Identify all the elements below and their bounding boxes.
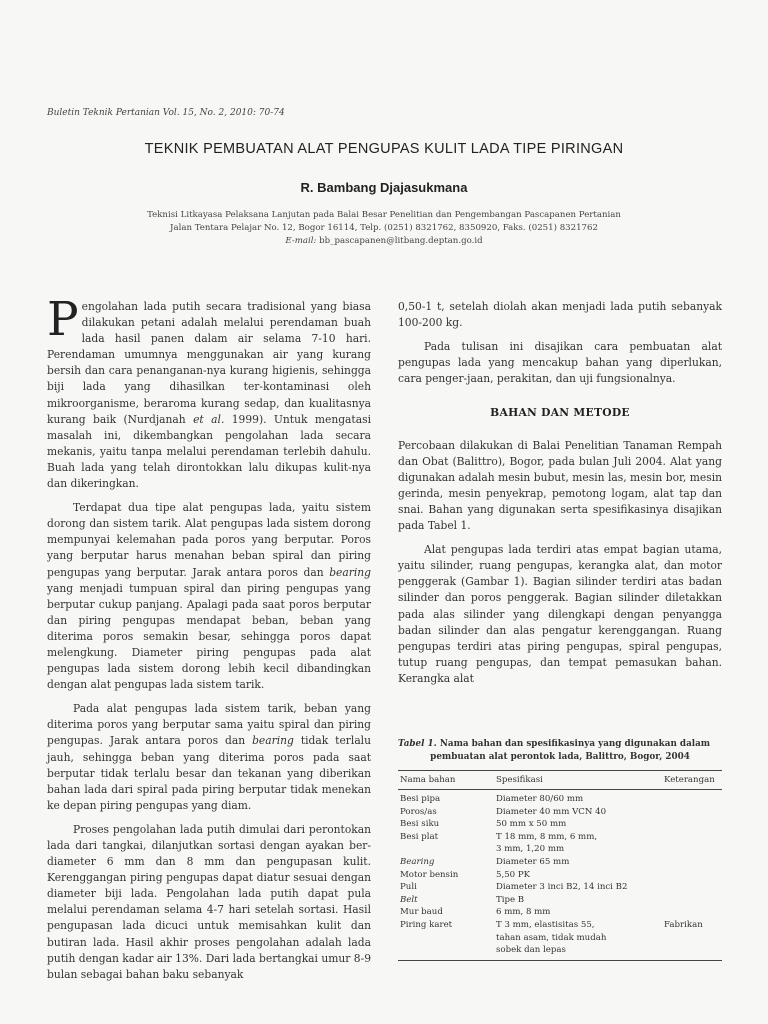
paper-title: TEKNIK PEMBUATAN ALAT PENGUPAS KULIT LADA TIPE PIRINGAN	[144, 141, 624, 157]
column-header: Spesifikasi	[494, 771, 662, 790]
cell-material	[398, 932, 494, 945]
column-header: Nama bahan	[398, 771, 494, 790]
cell-material: Belt	[400, 894, 418, 905]
cell-note	[662, 831, 722, 844]
table-row	[398, 831, 722, 844]
cell-specification: 50 mm x 50 mm	[496, 819, 567, 830]
right-column	[398, 299, 722, 695]
affiliation-line: Teknisi Litkayasa Pelaksana Lanjutan pada Balai Besar Penelitian dan Pengembangan Pascapanen Pertanian	[147, 210, 621, 220]
cell-specification: sobek dan lepas	[494, 944, 662, 960]
paragraph-text: Pada alat pengupas lada sistem tarik, beban yang diterima poros yang berputar sama yaitu spiral dan piring pengupas. Jarak antara poros dan	[47, 702, 371, 748]
cell-note	[662, 932, 722, 945]
materials-table	[398, 738, 722, 961]
table-header-row	[398, 771, 722, 790]
cell-specification: Diameter 80/60 mm	[496, 794, 584, 804]
section-heading: BAHAN DAN METODE	[490, 406, 630, 420]
cell-specification: 6 mm, 8 mm	[496, 907, 551, 918]
cell-specification: Diameter 65 mm	[496, 856, 570, 867]
table-row	[398, 818, 722, 831]
cell-note	[662, 869, 722, 882]
table-body	[398, 790, 722, 961]
cell-note	[662, 881, 722, 894]
cell-material	[398, 944, 494, 960]
cell-note	[662, 906, 722, 919]
table-row	[398, 894, 722, 907]
table-row	[398, 869, 722, 882]
cell-material: Puli	[400, 882, 417, 893]
cell-material: Mur baud	[400, 907, 443, 918]
paragraph: Pada tulisan ini disajikan cara pembuatan alat pengupas lada yang mencakup bahan yang diperlukan, cara penger-jaan, perakitan, dan uji fungsionalnya.	[398, 340, 722, 386]
paragraph-text: tidak terlalu jauh, sehingga beban yang diterima poros pada saat berputar tidak terlalu besar dan tekanan yang diberikan bahan lada dari spiral pada piring berputar tidak menekan ke depan piring pengupas yang diam.	[47, 734, 371, 812]
table-row	[398, 843, 722, 856]
paragraph-text: engolahan lada putih secara tradisional yang biasa dilakukan petani adalah melalui perendaman buah lada hasil panen dalam air selama 7-10 hari. Perendaman umumnya menggunakan air yang kurang bersih dan cara penanganan-nya kurang higienis, sehingga biji lada yang dihasilkan ter-kontaminasi oleh mikroorganisme, beraroma kurang sedap, dan kualitasnya kurang baik (Nurdjanah	[47, 300, 371, 426]
table-row	[398, 881, 722, 894]
cell-specification: Tipe B	[496, 894, 525, 905]
cell-material	[398, 843, 494, 856]
table-row	[398, 806, 722, 819]
affiliation-address: Jalan Tentara Pelajar No. 12, Bogor 16114, Telp. (0251) 8321762, 8350920, Faks. (0251) 8321762	[170, 223, 598, 233]
cell-material: Besi plat	[400, 831, 439, 842]
cell-material: Poros/as	[400, 806, 437, 817]
cell-note	[662, 790, 722, 806]
cell-specification: 5,50 PK	[496, 869, 531, 880]
cell-specification: T 3 mm, elastisitas 55,	[496, 919, 595, 930]
cell-material: Besi siku	[400, 819, 440, 830]
table-row	[398, 932, 722, 945]
paragraph	[47, 292, 372, 492]
paragraph	[47, 500, 371, 693]
journal-citation: Buletin Teknik Pertanian Vol. 15, No. 2, 2010: 70-74	[47, 108, 285, 118]
cell-specification: Diameter 3 inci B2, 14 inci B2	[496, 882, 628, 893]
email-line	[0, 235, 768, 248]
paragraph-text: Terdapat dua tipe alat pengupas lada, yaitu sistem dorong dan sistem tarik. Alat pengupas lada sistem dorong mempunyai kelemahan pada poros yang berputar. Poros yang berputar harus menahan beban spiral dan piring pengupas yang berputar. Jarak antara poros dan	[47, 501, 371, 579]
italic-text: bearing	[252, 734, 294, 748]
table-row	[398, 856, 722, 869]
paragraph: Proses pengolahan lada putih dimulai dari perontokan lada dari tangkai, dilanjutkan sortasi dengan ayakan ber-diameter 6 mm dan 8 mm dan pengupasan kulit. Kerenggangan piring pengupas dapat diatur sesuai dengan diameter biji lada. Pengolahan lada putih dapat pula melalui perendaman selama 4-7 hari setelah sortasi. Hasil pengupasan lada dicuci untuk memisahkan kulit dan butiran lada. Hasil akhir proses pengolahan adalah lada putih dengan kadar air 13%. Dari lada bertangkai umur 8-9 bulan sebagai bahan baku sebanyak	[47, 822, 371, 981]
left-column	[47, 292, 372, 991]
table-row	[398, 790, 722, 806]
table-row	[398, 944, 722, 960]
table-row	[398, 906, 722, 919]
cell-note	[662, 894, 722, 907]
cell-specification: 3 mm, 1,20 mm	[496, 844, 565, 855]
paragraph: Percobaan dilakukan di Balai Penelitian Tanaman Rempah dan Obat (Balittro), Bogor, pada bulan Juli 2004. Alat yang digunakan adalah mesin bubut, mesin las, mesin bor, mesin gerinda, mesin penyekrap, pemotong logam, alat tap dan snai. Bahan yang digunakan serta spesifikasinya disajikan pada Tabel 1.	[398, 438, 722, 533]
paragraph: Alat pengupas lada terdiri atas empat bagian utama, yaitu silinder, ruang pengupas, kerangka alat, dan motor penggerak (Gambar 1). Bagian silinder terdiri atas badan silinder dan poros penggerak. Bagian silinder diletakkan pada alas silinder yang dilengkapi dengan penyangga badan silinder dan alas pengatur kerenggangan. Ruang pengupas terdiri atas piring pengupas, spiral pengupas, tutup ruang pengupas, dan tempat pemasukan bahan. Kerangka alat	[398, 543, 722, 685]
cell-note	[662, 818, 722, 831]
italic-text: bearing	[329, 565, 372, 579]
paragraph-text: yang menjadi tumpuan spiral dan piring pengupas yang berputar cukup panjang. Apalagi pada saat poros berputar dan piring pengupas mendapat beban, beban yang diterima poros semakin besar, sehingga poros dapat melengkung. Diameter piring pengupas pada alat pengupas lada sistem dorong lebih kecil dibandingkan dengan alat pengupas lada sistem tarik.	[47, 581, 371, 692]
column-header: Keterangan	[662, 771, 722, 790]
paragraph: 0,50-1 t, setelah diolah akan menjadi lada putih sebanyak 100-200 kg.	[398, 300, 722, 330]
table-label: Tabel 1.	[398, 739, 437, 749]
cell-material: Bearing	[400, 856, 435, 867]
author-name: R. Bambang Djajasukmana	[300, 180, 468, 195]
table-caption-line: Nama bahan dan spesifikasinya yang digunakan dalam	[439, 739, 711, 749]
cell-note	[662, 843, 722, 856]
cell-note	[662, 806, 722, 819]
drop-cap: P	[47, 292, 79, 347]
cell-note: Fabrikan	[664, 919, 703, 930]
cell-material: Piring karet	[400, 919, 453, 930]
cell-specification: Diameter 40 mm VCN 40	[496, 806, 607, 817]
table-caption	[398, 738, 722, 764]
email-label: E-mail:	[285, 236, 317, 246]
cell-specification: T 18 mm, 8 mm, 6 mm,	[496, 831, 598, 842]
affiliation-block	[0, 209, 768, 248]
italic-text: et al	[193, 412, 221, 426]
cell-specification: tahan asam, tidak mudah	[496, 932, 607, 943]
paragraph-text: . 1999). Untuk mengatasi masalah ini, dikembangkan pengolahan lada secara mekanis, yaitu tanpa melalui perendaman terlebih dahulu. Buah lada yang telah dirontokkan lalu dikupas kulit-nya dan dikeringkan.	[47, 412, 372, 491]
cell-material: Besi pipa	[400, 794, 441, 804]
cell-material: Motor bensin	[400, 869, 459, 880]
cell-note	[662, 856, 722, 869]
cell-note	[662, 944, 722, 960]
table-caption-line: pembuatan alat perontok lada, Balittro, Bogor, 2004	[430, 752, 690, 762]
paragraph	[47, 701, 371, 814]
email-address[interactable]: bb_pascapanen@litbang.deptan.go.id	[319, 236, 483, 246]
table-grid	[398, 770, 722, 961]
table-row	[398, 919, 722, 932]
